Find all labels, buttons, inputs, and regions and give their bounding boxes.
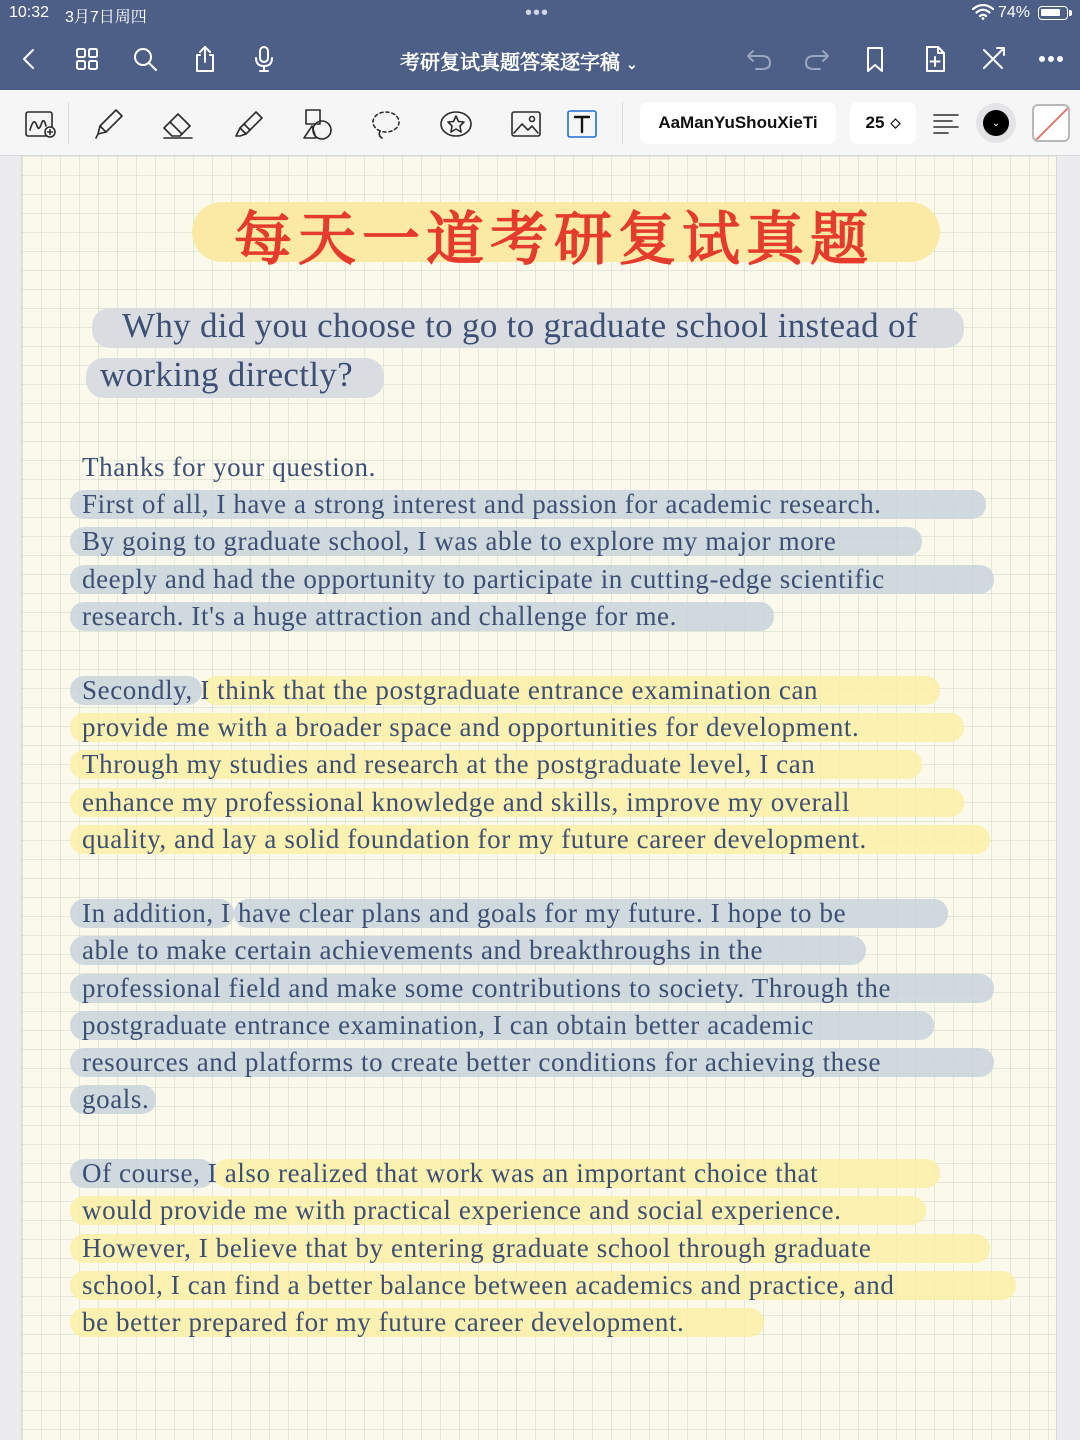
answer-line: By going to graduate school, I was able to explore my major more [82,526,837,556]
answer-line: resources and platforms to create better conditions for achieving these [82,1047,882,1077]
chevron-down-icon: ⌄ [626,56,638,72]
font-name: AaManYuShouXieTi [658,113,818,132]
status-time: 10:32 [9,4,50,21]
redo-button[interactable] [800,42,834,76]
thumbnails-button[interactable] [70,42,104,76]
status-bar [0,0,1080,28]
bookmark-icon [860,44,890,74]
answer-line: able to make certain achievements and breakthroughs in the [82,935,764,965]
more-dots-icon [1036,44,1066,74]
pen-tool[interactable] [88,104,128,144]
answer-line: school, I can find a better balance between academics and practice, and [82,1270,895,1300]
answer-line: Secondly, I think that the postgraduate entrance examination can [82,675,819,705]
tools-bar [0,90,1080,156]
share-button[interactable] [188,42,222,76]
eraser-icon [160,106,196,142]
image-tool[interactable] [506,104,546,144]
document-title[interactable] [400,46,638,75]
search-icon [130,44,160,74]
more-button[interactable] [1034,42,1068,76]
answer-line: professional field and make some contributions to society. Through the [82,973,892,1003]
shape-tool[interactable] [298,104,338,144]
back-button[interactable] [12,42,46,76]
battery-percent: 74% [998,4,1031,21]
microphone-button[interactable] [247,42,281,76]
stepper-arrows-icon: ◇ [890,115,901,130]
question-line: working directly? [100,355,353,394]
top-bar [0,0,1080,90]
answer-line: Thanks for your question. [82,452,376,482]
eraser-tool[interactable] [158,104,198,144]
chevron-left-icon [14,44,44,74]
lasso-tool[interactable] [366,104,406,144]
answer-line: would provide me with practical experience and social experience. [82,1195,842,1225]
answer-line: However, I believe that by entering graduate school through graduate [82,1233,872,1263]
add-page-icon [920,44,950,74]
pen-icon [90,106,126,142]
font-size-selector[interactable] [850,102,916,144]
redo-icon [802,44,832,74]
note-title: 每天一道考研复试真题 [233,205,874,273]
share-icon [190,44,220,74]
undo-icon [744,44,774,74]
text-color-button[interactable] [976,103,1016,143]
image-icon [508,106,544,142]
highlighter-icon [230,106,266,142]
lasso-icon [368,106,404,142]
answer-line: deeply and had the opportunity to participate in cutting-edge scientific [82,564,885,594]
background-color-button[interactable] [1032,104,1070,142]
note-canvas[interactable] [0,156,1080,1440]
search-button[interactable] [128,42,162,76]
color-chevron-icon: ⌄ [983,110,1009,136]
status-date: 3月7日周四 [65,9,147,26]
answer-line: quality, and lay a solid foundation for my future career development. [82,824,867,854]
answer-line: research. It's a huge attraction and challenge for me. [82,601,677,631]
undo-button[interactable] [742,42,776,76]
microphone-icon [249,44,279,74]
answer-line: Through my studies and research at the postgraduate level, I can [82,749,816,779]
font-size-value: 25 [865,113,885,132]
bookmark-button[interactable] [858,42,892,76]
handwriting-icon [22,106,58,142]
answer-line: In addition, I have clear plans and goals for my future. I hope to be [82,898,847,928]
question-line: Why did you choose to go to graduate school instead of [122,306,918,345]
document-title-text: 考研复试真题答案逐字稿 [400,52,620,74]
highlighter-tool[interactable] [228,104,268,144]
note-page[interactable] [22,156,1056,1440]
wifi-icon [972,4,994,20]
answer-line: be better prepared for my future career development. [82,1307,685,1337]
close-toolbar-button[interactable] [976,42,1010,76]
align-left-icon [928,106,964,142]
grid-icon [72,44,102,74]
answer-line: postgraduate entrance examination, I can obtain better academic [82,1010,814,1040]
sticker-tool[interactable] [436,104,476,144]
answer-line: enhance my professional knowledge and skills, improve my overall [82,787,850,817]
battery-icon [1038,6,1068,20]
text-icon [564,106,600,142]
multitask-dots-icon[interactable]: ••• [525,2,550,24]
shapes-icon [300,106,336,142]
answer-line: provide me with a broader space and opportunities for development. [82,712,860,742]
answer-line: goals. [82,1084,150,1114]
pen-close-icon [978,44,1008,74]
nav-row [0,36,1080,82]
answer-line: Of course, I also realized that work was an important choice that [82,1158,819,1188]
font-selector[interactable] [640,102,836,144]
star-sticker-icon [438,106,474,142]
handwriting-recognition-tool[interactable] [20,104,60,144]
answer-line: First of all, I have a strong interest and passion for academic research. [82,489,882,519]
add-page-button[interactable] [918,42,952,76]
text-tool[interactable] [562,104,602,144]
paragraph-align-button[interactable] [926,104,966,144]
